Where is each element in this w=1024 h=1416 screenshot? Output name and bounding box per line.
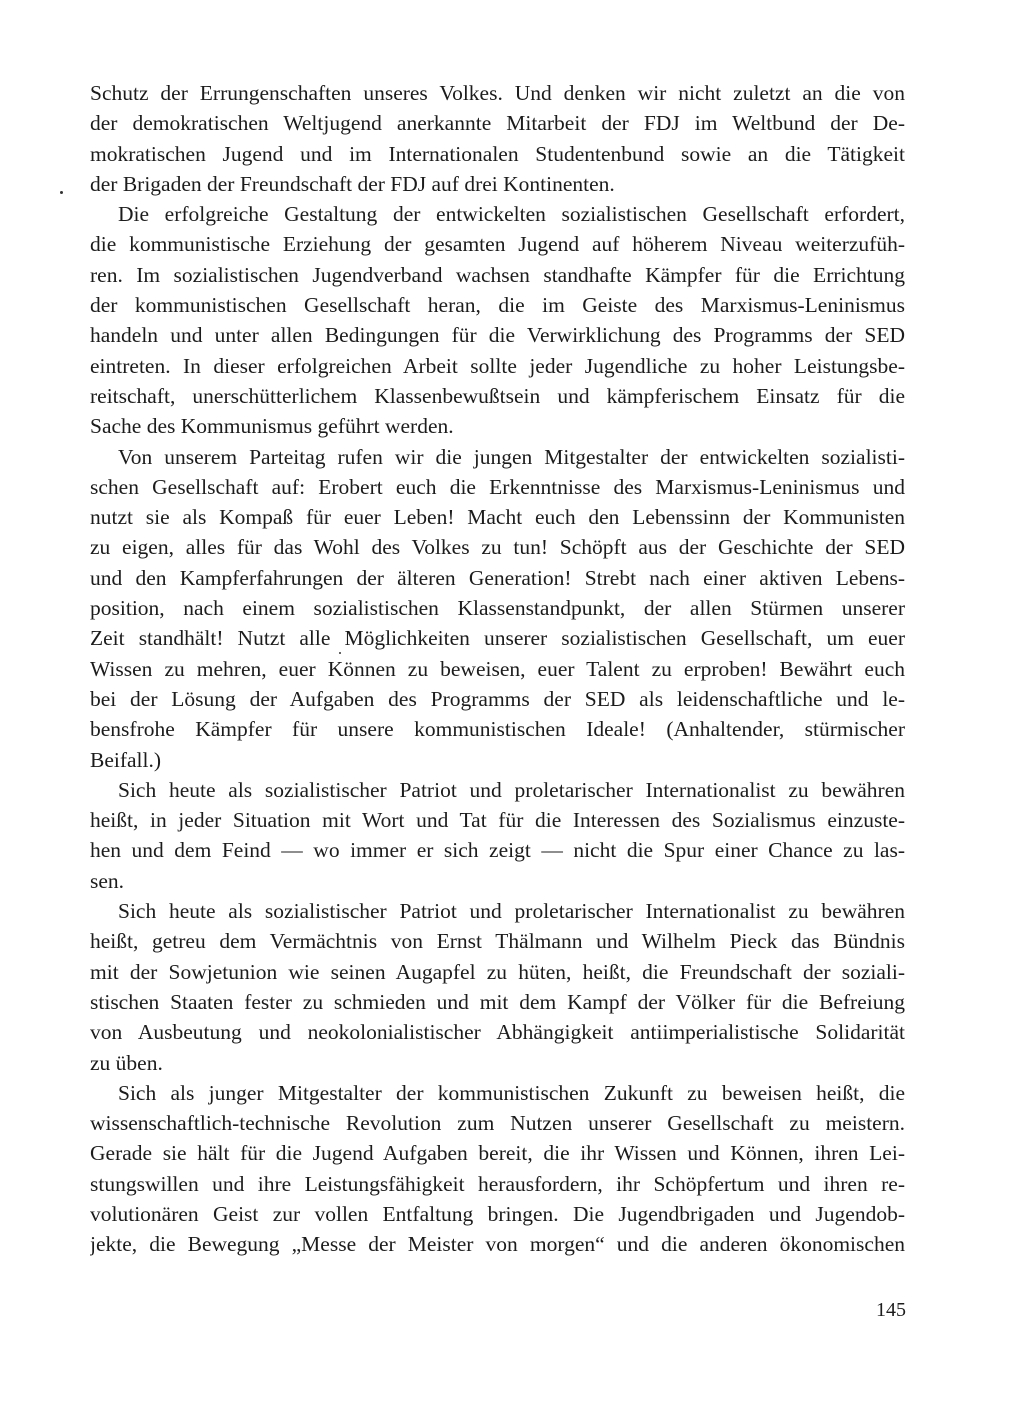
text-line: nutzt sie als Kompaß für euer Leben! Macht euch den Lebenssinn der Kommunisten <box>90 505 905 530</box>
text-line: mit der Sowjetunion wie seinen Augapfel zu hüten, heißt, die Freundschaft der soziali- <box>90 959 905 984</box>
text-line: bei der Lösung der Aufgaben des Programms der SED als leidenschaftliche und le- <box>90 686 905 711</box>
text-line: handeln und unter allen Bedingungen für die Verwirklichung des Programms der SED <box>90 323 905 348</box>
text-line: Gerade sie hält für die Jugend Aufgaben bereit, die ihr Wissen und Können, ihren Lei- <box>90 1141 905 1166</box>
text-line: ren. Im sozialistischen Jugendverband wachsen standhafte Kämpfer für die Errichtung <box>90 262 905 287</box>
text-line: Sache des Kommunismus geführt werden. <box>90 414 454 439</box>
text-line: hen und dem Feind — wo immer er sich zeigt — nicht die Spur einer Chance zu las- <box>90 838 905 863</box>
text-line: Sich heute als sozialistischer Patriot und proletarischer Internationalist zu bewähren <box>118 777 905 802</box>
text-line: der demokratischen Weltjugend anerkannte Mitarbeit der FDJ im Weltbund der De- <box>90 111 905 136</box>
text-line: und den Kampferfahrungen der älteren Generation! Strebt nach einer aktiven Lebens- <box>90 565 905 590</box>
page-number: 145 <box>876 1299 906 1321</box>
text-line: bensfrohe Kämpfer für unsere kommunistischen Ideale! (Anhaltender, stürmischer <box>90 717 905 742</box>
text-line: jekte, die Bewegung „Messe der Meister von morgen“ und die anderen ökonomischen <box>90 1232 905 1257</box>
text-line: von Ausbeutung und neokolonialistischer Abhängigkeit antiimperialistische Solidarität <box>90 1020 905 1045</box>
text-line: zu üben. <box>90 1050 163 1075</box>
text-line: Wissen zu mehren, euer Können zu beweisen, euer Talent zu erproben! Bewährt euch <box>90 656 905 681</box>
text-line: mokratischen Jugend und im Internationalen Studentenbund sowie an die Tätigkeit <box>90 141 905 166</box>
text-line: zu eigen, alles für das Wohl des Volkes zu tun! Schöpft aus der Geschichte der SED <box>90 535 905 560</box>
text-line: Schutz der Errungenschaften unseres Volkes. Und denken wir nicht zuletzt an die von <box>90 81 905 105</box>
text-line: der kommunistischen Gesellschaft heran, die im Geiste des Marxismus-Leninismus <box>90 293 905 318</box>
text-line: Von unserem Parteitag rufen wir die jungen Mitgestalter der entwickelten sozialisti- <box>118 444 905 469</box>
text-line: reitschaft, unerschütterlichem Klassenbewußtsein und kämpferischem Einsatz für die <box>90 383 905 408</box>
text-line: heißt, getreu dem Vermächtnis von Ernst Thälmann und Wilhelm Pieck das Bündnis <box>90 929 905 954</box>
text-line: schen Gesellschaft auf: Erobert euch die Erkenntnisse des Marxismus-Leninismus und <box>90 474 905 499</box>
text-line: heißt, in jeder Situation mit Wort und Tat für die Interessen des Sozialismus einzuste- <box>90 808 905 833</box>
body-text <box>90 78 905 1260</box>
text-line: die kommunistische Erziehung der gesamten Jugend auf höherem Niveau weiterzufüh- <box>90 232 905 257</box>
text-line: sen. <box>90 868 125 893</box>
text-line: Die erfolgreiche Gestaltung der entwickelten sozialistischen Gesellschaft erfordert, <box>118 202 905 227</box>
text-line: Beifall.) <box>90 747 162 772</box>
text-line: volutionären Geist zur vollen Entfaltung bringen. Die Jugendbrigaden und Jugendob- <box>90 1201 905 1226</box>
text-line: wissenschaftlich-technische Revolution zum Nutzen unserer Gesellschaft zu meistern. <box>90 1111 905 1136</box>
text-line: stischen Staaten fester zu schmieden und mit dem Kampf der Völker für die Befreiung <box>90 989 905 1014</box>
text-line: Sich heute als sozialistischer Patriot und proletarischer Internationalist zu bewähren <box>118 899 905 924</box>
margin-mark <box>60 191 63 194</box>
text-line: Zeit standhält! Nutzt alle Möglichkeiten unserer sozialistischen Gesellschaft, um euer <box>90 626 905 651</box>
text-line: Sich als junger Mitgestalter der kommunistischen Zukunft zu beweisen heißt, die <box>118 1080 905 1105</box>
text-line: eintreten. In dieser erfolgreichen Arbeit sollte jeder Jugendliche zu hoher Leistungsbe- <box>90 353 905 378</box>
text-line: position, nach einem sozialistischen Klassenstandpunkt, der allen Stürmen unserer <box>90 596 905 621</box>
text-line: der Brigaden der Freundschaft der FDJ auf drei Kontinenten. <box>90 171 615 196</box>
text-line: stungswillen und ihre Leistungsfähigkeit herausfordern, ihr Schöpfertum und ihren re- <box>90 1171 905 1196</box>
